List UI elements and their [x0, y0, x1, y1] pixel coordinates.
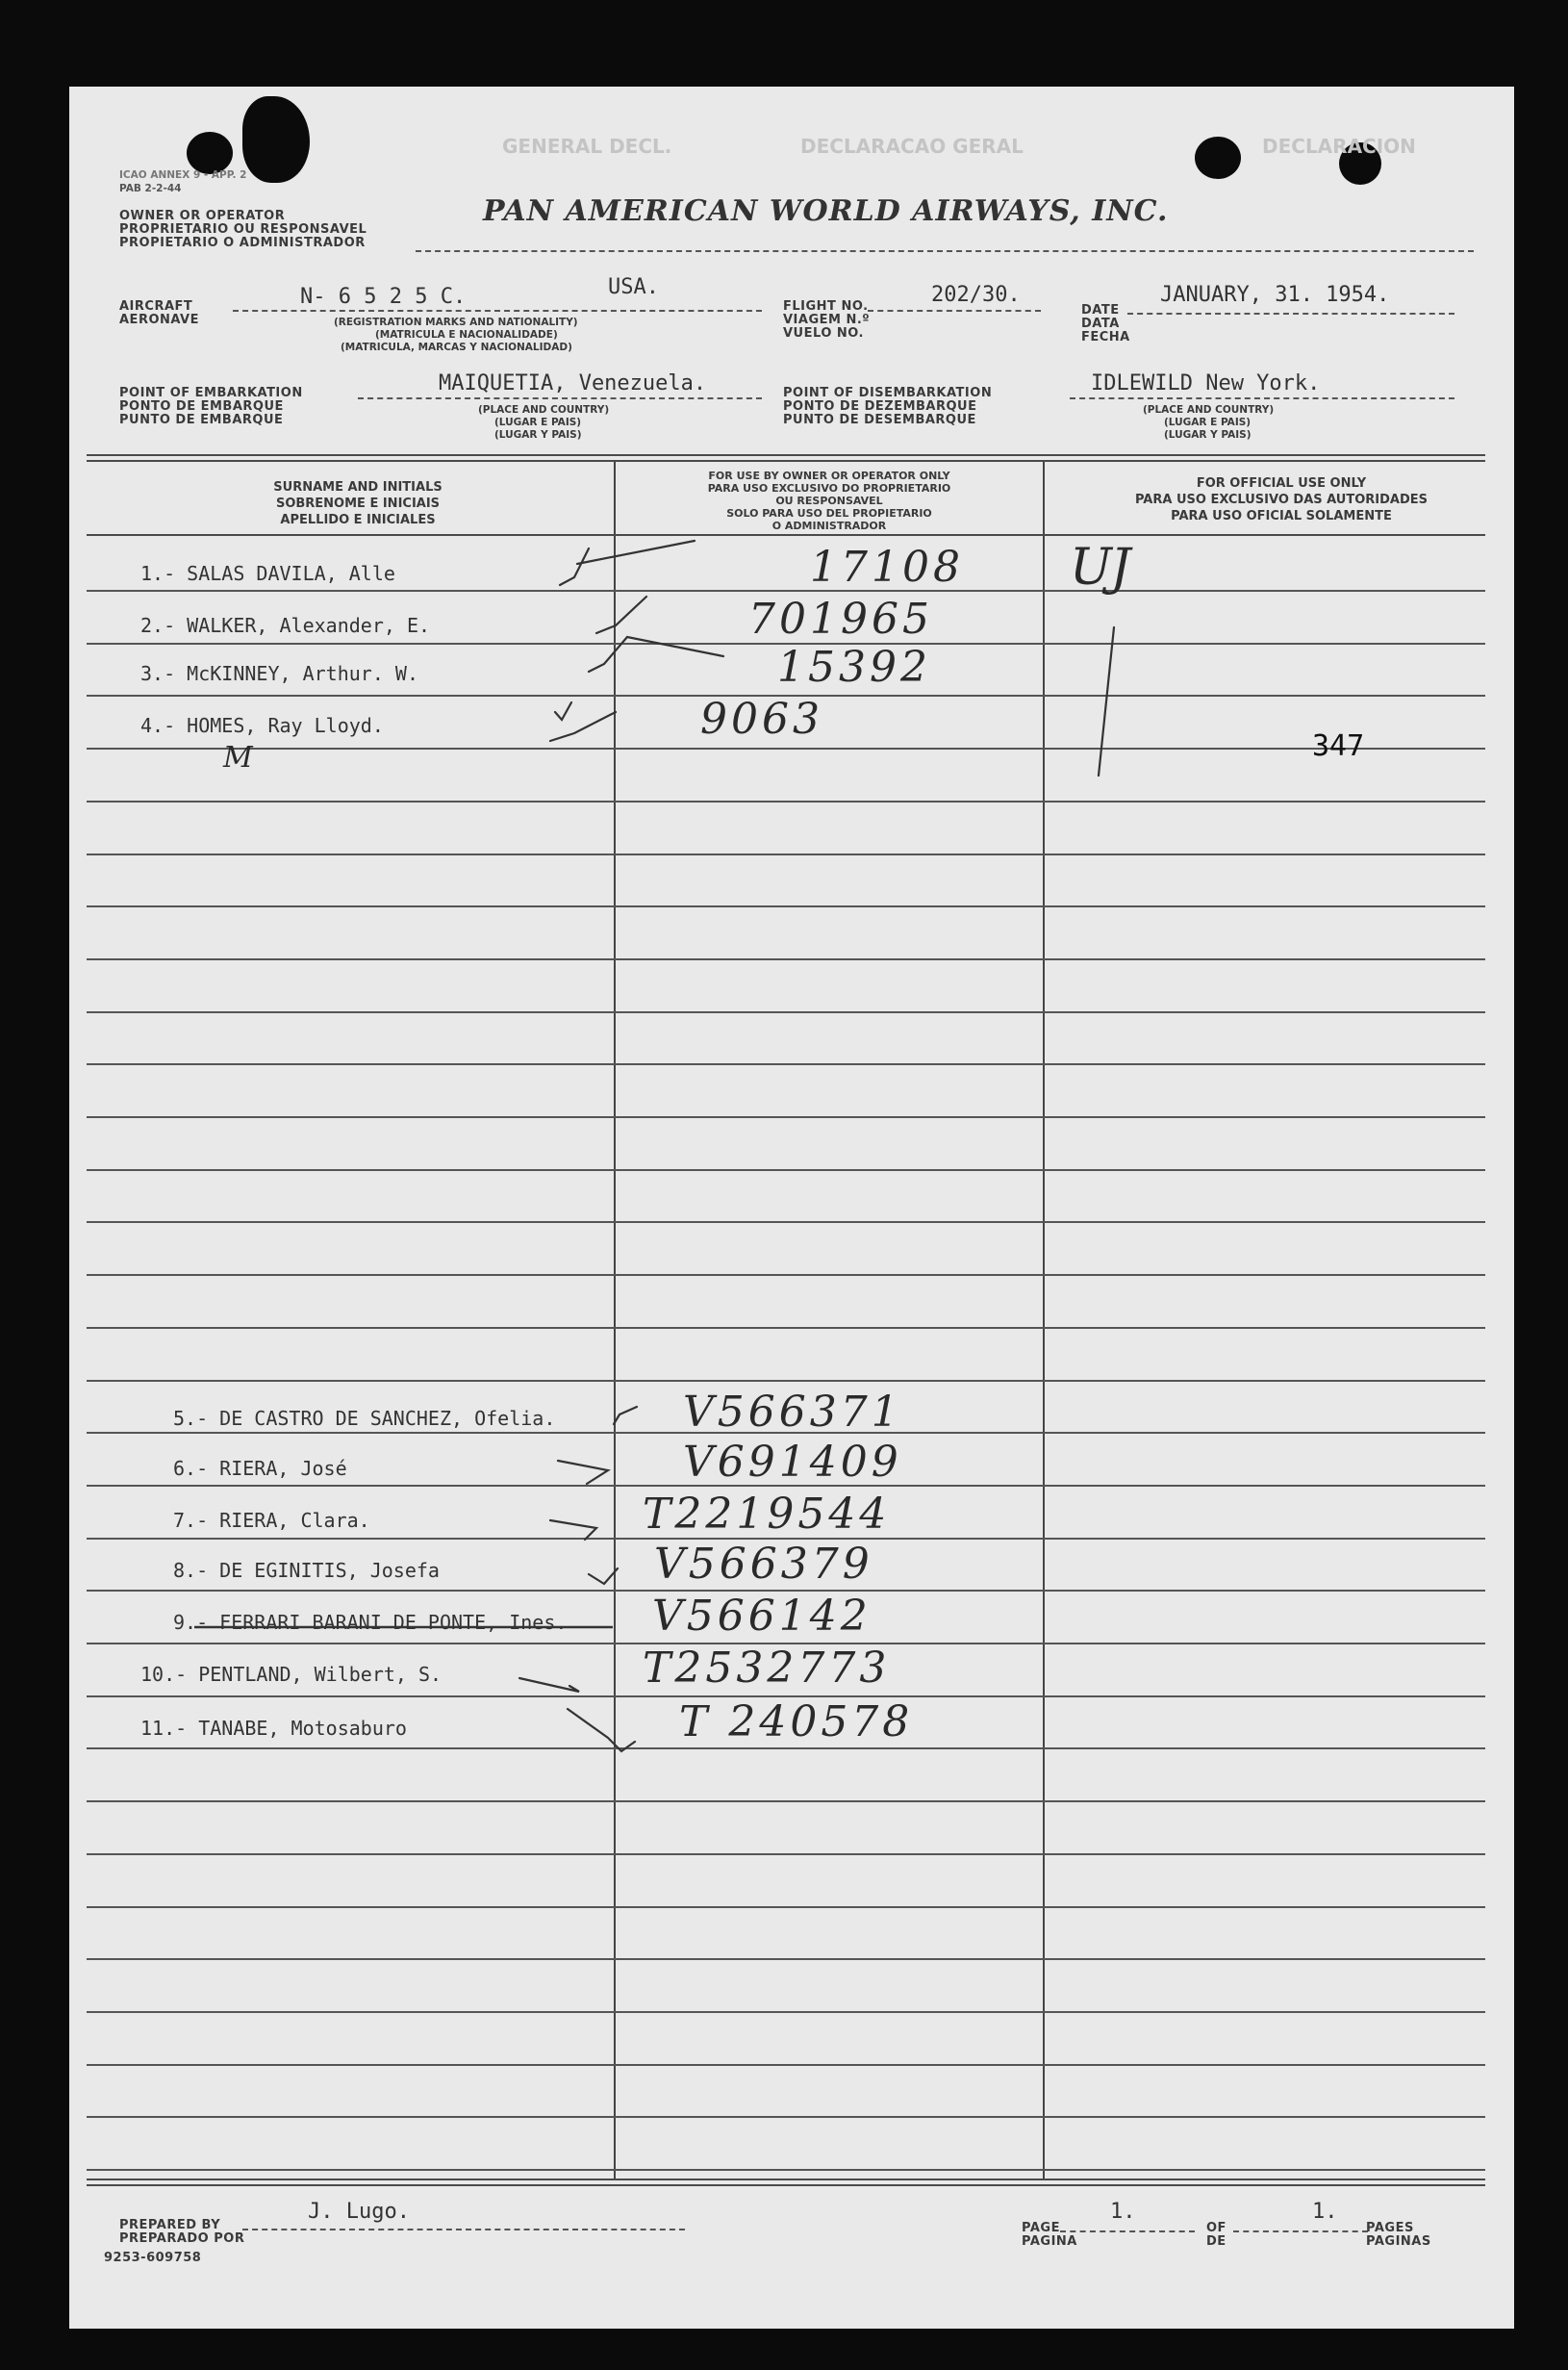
faded-top-text-3: DECLARACION — [1262, 135, 1416, 158]
column-header-owner-4: SOLO PARA USO DEL PROPIETARIO — [726, 507, 932, 520]
passenger-name: 10.- PENTLAND, Wilbert, S. — [140, 1663, 443, 1686]
passenger-document-number: V566371 — [683, 1388, 902, 1437]
aircraft-label-2: AERONAVE — [119, 313, 200, 327]
disembarkation-label-3: PUNTO DE DESEMBARQUE — [783, 413, 976, 427]
page-label-2: PAGINA — [1022, 2234, 1077, 2249]
check-1 — [560, 541, 695, 585]
passenger-name: 6.- RIERA, José — [173, 1457, 347, 1480]
passenger-name: 1.- SALAS DAVILA, Alle — [140, 562, 395, 585]
prepared-by-line — [242, 2229, 685, 2230]
column-header-owner-5: O ADMINISTRADOR — [771, 520, 887, 532]
flight-date: JANUARY, 31. 1954. — [1160, 283, 1390, 307]
column-header-owner-1: FOR USE BY OWNER OR OPERATOR ONLY — [708, 470, 950, 482]
pages-label-1: PAGES — [1366, 2221, 1414, 2235]
official-initials-mark: UJ — [1070, 539, 1131, 597]
embarkation-label-1: POINT OF EMBARKATION — [119, 386, 303, 400]
passenger-document-number: T2532773 — [643, 1644, 891, 1693]
table-bottom-rule-2 — [87, 2184, 1485, 2186]
disembarkation-caption-2: (LUGAR E PAIS) — [1164, 417, 1252, 428]
owner-label-1: OWNER OR OPERATOR — [119, 209, 286, 223]
embarkation-label-2: PONTO DE EMBARQUE — [119, 399, 284, 414]
passenger-name: 9.- FERRARI BARANI DE PONTE, Ines. — [173, 1611, 568, 1634]
flight-label-2: VIAGEM N.º — [783, 313, 871, 327]
passenger-name: 7.- RIERA, Clara. — [173, 1509, 370, 1532]
owner-label-3: PROPIETARIO O ADMINISTRADOR — [119, 236, 366, 250]
column-header-official-2: PARA USO EXCLUSIVO DAS AUTORIDADES — [1134, 493, 1429, 507]
of-label-2: DE — [1206, 2234, 1227, 2249]
check-3 — [589, 637, 723, 672]
column-header-official-3: PARA USO OFICIAL SOLAMENTE — [1171, 509, 1392, 523]
check-7 — [550, 1520, 596, 1540]
aircraft-caption-1: (REGISTRATION MARKS AND NATIONALITY) — [334, 317, 578, 328]
check-3-tick — [555, 702, 571, 720]
date-label-1: DATE — [1081, 303, 1120, 318]
passenger-name: 2.- WALKER, Alexander, E. — [140, 614, 431, 637]
date-label-3: FECHA — [1081, 330, 1130, 344]
passenger-manifest-sheet — [69, 87, 1514, 2329]
owner-label-2: PROPRIETARIO OU RESPONSAVEL — [119, 222, 367, 237]
form-reference-2: PAB 2-2-44 — [119, 183, 182, 194]
passenger-document-number: 15392 — [777, 643, 931, 692]
aircraft-nationality: USA. — [608, 275, 659, 299]
official-count-number: 347 — [1312, 729, 1365, 763]
owner-operator-name: PAN AMERICAN WORLD AIRWAYS, INC. — [483, 194, 1169, 228]
aircraft-caption-3: (MATRICULA, MARCAS Y NACIONALIDAD) — [341, 342, 572, 353]
passenger-name: 4.- HOMES, Ray Lloyd. — [140, 714, 384, 737]
passenger-name: 3.- McKINNEY, Arthur. W. — [140, 662, 418, 685]
column-header-official-1: FOR OFFICIAL USE ONLY — [1196, 476, 1367, 491]
faded-top-text-1: GENERAL DECL. — [502, 135, 672, 158]
of-value: 1. — [1312, 2200, 1338, 2224]
passenger-document-number: V566379 — [654, 1540, 873, 1589]
of-line — [1233, 2230, 1368, 2232]
form-number: 9253-609758 — [104, 2251, 202, 2265]
aircraft-label-1: AIRCRAFT — [119, 299, 193, 314]
check-8 — [589, 1568, 618, 1584]
form-reference-1: ICAO ANNEX 9 - APP. 2 — [119, 169, 247, 181]
column-header-owner-2: PARA USO EXCLUSIVO DO PROPRIETARIO — [707, 482, 951, 495]
flight-label-3: VUELO NO. — [783, 326, 864, 341]
embarkation-label-3: PUNTO DE EMBARQUE — [119, 413, 284, 427]
homes-handwritten-mark: M — [223, 741, 253, 775]
embarkation-caption-1: (PLACE AND COUNTRY) — [478, 404, 610, 416]
column-header-name-1: SURNAME AND INITIALS — [273, 480, 443, 495]
passenger-name: 11.- TANABE, Motosaburo — [140, 1717, 407, 1740]
aircraft-registration: N- 6 5 2 5 C. — [300, 285, 467, 309]
disembarkation-label-1: POINT OF DISEMBARKATION — [783, 386, 993, 400]
pages-label-2: PAGINAS — [1366, 2234, 1431, 2249]
flight-label-1: FLIGHT NO. — [783, 299, 869, 314]
passenger-name: 8.- DE EGINITIS, Josefa — [173, 1559, 440, 1582]
passenger-document-number: T 240578 — [679, 1697, 914, 1746]
check-10 — [519, 1678, 579, 1692]
column-header-owner-3: OU RESPONSAVEL — [775, 495, 883, 507]
passenger-document-number: 17108 — [810, 543, 964, 592]
prepared-by-label-2: PREPARADO POR — [119, 2231, 245, 2246]
passenger-document-number: T2219544 — [643, 1490, 891, 1539]
date-label-2: DATA — [1081, 317, 1120, 331]
disembarkation-place: IDLEWILD New York. — [1091, 371, 1321, 395]
passenger-document-number: 701965 — [748, 595, 933, 644]
column-header-name-2: SOBRENOME E INICIAIS — [275, 497, 441, 511]
page-value: 1. — [1110, 2200, 1136, 2224]
official-vertical-mark — [1099, 627, 1114, 776]
table-bottom-rule — [87, 2179, 1485, 2180]
embarkation-place: MAIQUETIA, Venezuela. — [439, 371, 707, 395]
disembarkation-caption-1: (PLACE AND COUNTRY) — [1143, 404, 1275, 416]
embarkation-caption-2: (LUGAR E PAIS) — [494, 417, 582, 428]
prepared-by-value: J. Lugo. — [308, 2200, 410, 2224]
column-header-name-3: APELLIDO E INICIALES — [280, 513, 436, 527]
page-line — [1060, 2230, 1195, 2232]
disembarkation-caption-3: (LUGAR Y PAIS) — [1164, 429, 1252, 441]
passenger-document-number: V566142 — [652, 1592, 872, 1641]
passenger-document-number: 9063 — [700, 695, 823, 744]
flight-number: 202/30. — [931, 283, 1021, 307]
page-label-1: PAGE — [1022, 2221, 1060, 2235]
check-11 — [568, 1709, 635, 1751]
check-5 — [614, 1407, 637, 1424]
passenger-document-number: V691409 — [683, 1438, 902, 1487]
check-2 — [596, 597, 646, 633]
checkmark-column — [69, 87, 1514, 2329]
faded-top-text-2: DECLARACAO GERAL — [800, 135, 1024, 158]
embarkation-caption-3: (LUGAR Y PAIS) — [494, 429, 582, 441]
disembarkation-label-2: PONTO DE DEZEMBARQUE — [783, 399, 977, 414]
of-label-1: OF — [1206, 2221, 1227, 2235]
aircraft-caption-2: (MATRICULA E NACIONALIDADE) — [375, 329, 558, 341]
check-6 — [558, 1461, 608, 1484]
prepared-by-label-1: PREPARED BY — [119, 2218, 221, 2232]
passenger-name: 5.- DE CASTRO DE SANCHEZ, Ofelia. — [173, 1407, 556, 1430]
